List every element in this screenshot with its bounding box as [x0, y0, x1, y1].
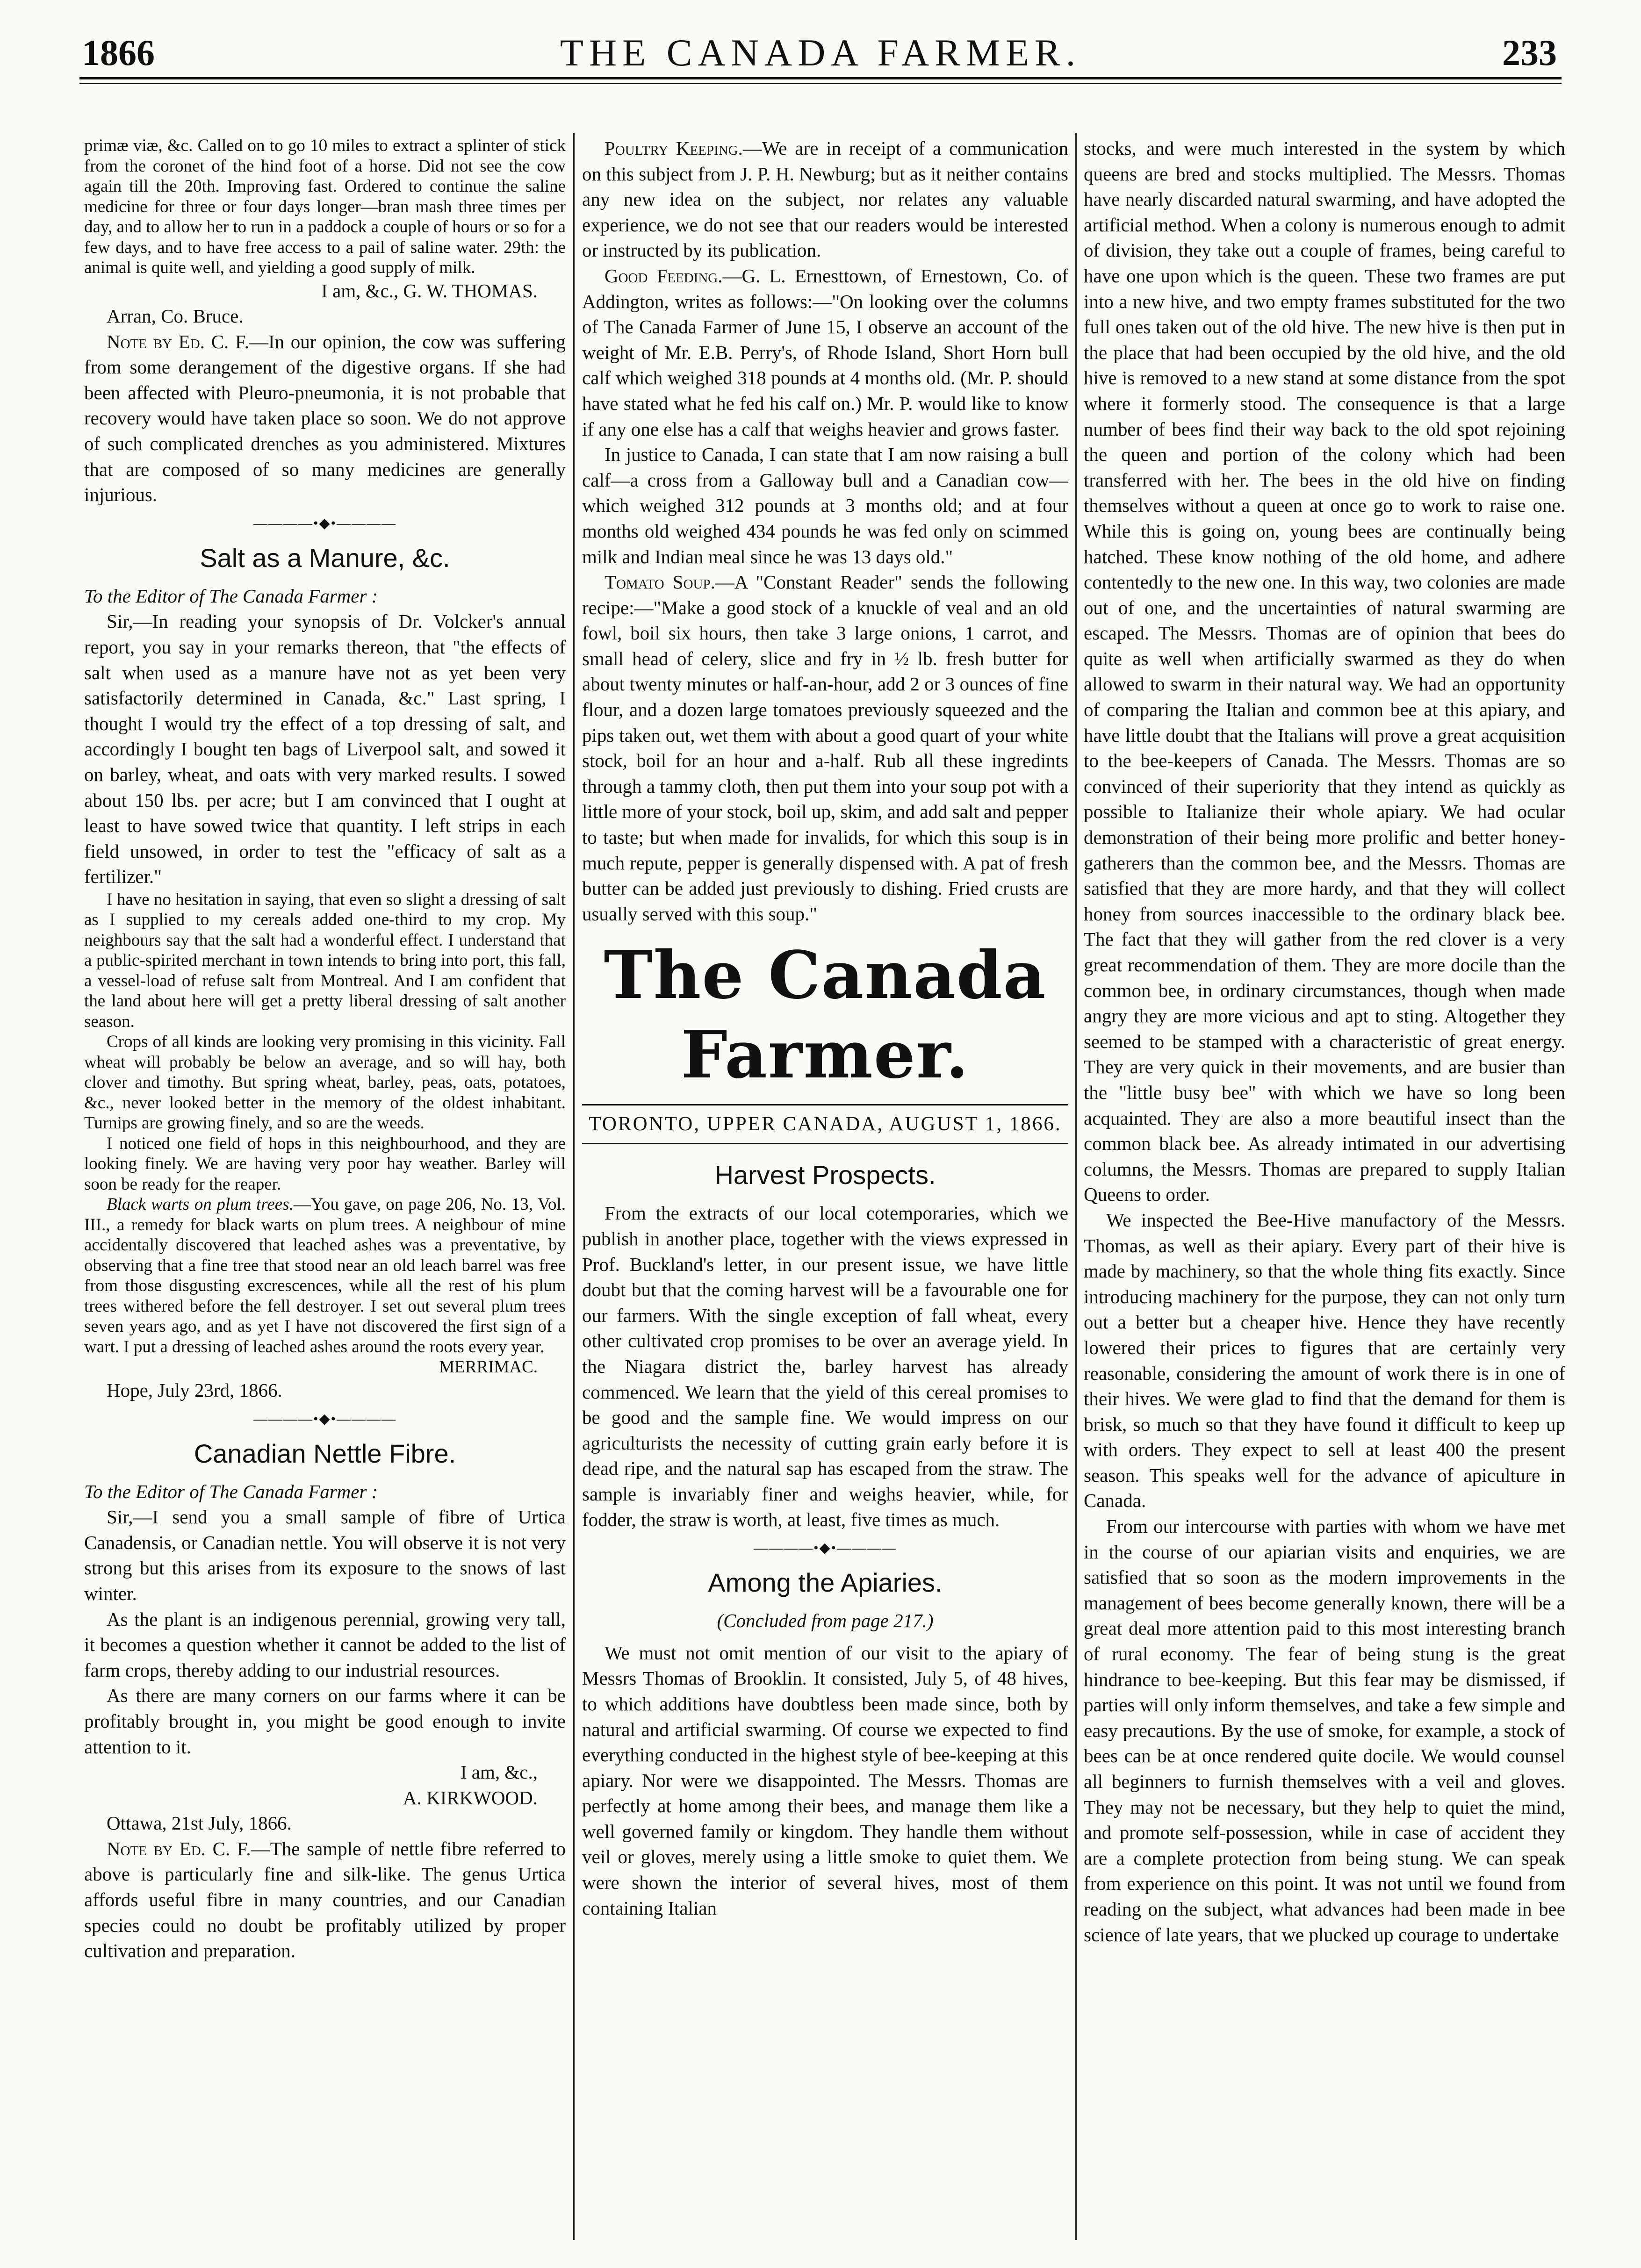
- soup-item: [582, 569, 1068, 926]
- editor-note-2-lead: Note by Ed. C. F.: [107, 1837, 251, 1859]
- editor-note-2: [84, 1836, 566, 1964]
- column-1: [84, 136, 566, 1964]
- feeding-paragraph-2: In justice to Canada, I can state that I am now raising a bull calf—a cross from a Galloway bull and a Canadian cow—which weighed 312 pounds at 3 months old; and at four months old weighed 434 pounds he was fed only on scimmed milk and Indian meal since he was 13 days old.": [582, 444, 1068, 567]
- editor-note-1-lead: Note by Ed. C. F.: [107, 330, 249, 352]
- column-2: [582, 136, 1068, 1921]
- intro-paragraph: primæ viæ, &c. Called on to go 10 miles to extract a splinter of stick from the coronet of the hind foot of a horse. Did not see the cow again till the 20th. Improving fast. Ordered to continue the saline medicine for three or four days longer—bran mash three times per day, and to allow her to run in a paddock a couple of hours or so for a few days, and to have free access to a pail of saline water. 29th: the animal is quite well, and yielding a good supply of milk.: [84, 136, 566, 277]
- salt-paragraph-3: Crops of all kinds are looking very promising in this vicinity. Fall wheat will probably be below an average, and so will hay, both clover and timothy. But spring wheat, barley, peas, oats, potatoes, &c., never looked better in the memory of the oldest inhabitant. Turnips are growing finely, and so are the weeds.: [84, 1032, 566, 1133]
- signature-kirkwood: A. KIRKWOOD.: [403, 1787, 538, 1809]
- harvest-paragraph: From the extracts of our local cotemporaries, which we publish in another place, together with the views expressed in Prof. Buckland's letter, in our present issue, we have little doubt but that the coming harvest will be a favourable one for our farmers. With the single exception of fall wheat, every other cultivated crop promises to be over an average yield. In the Niagara district the, barley harvest has already commenced. We learn that the yield of this cereal promises to be good and the sample fine. We would impress on our agriculturists the necessity of cutting grain early before it is dead ripe, and the natural sap has escaped from the straw. The sample is invariably finer and weighs heavier, while, for fodder, the straw is worth, at least, five times as much.: [582, 1202, 1068, 1530]
- apiaries-paragraph-4: From our intercourse with parties with whom we have met in the course of our apiarian visits and enquiries, we are satisfied that so soon as the modern improvements in the management of bees become generally known, there will be a great deal more attention paid to this most interesting branch of rural economy. The fear of being stung is the great hindrance to bee-keeping. But this fear may be dismissed, if parties will only inform themselves, and take a few simple and easy precautions. By the use of smoke, for example, a stock of bees can be at once rendered quite docile. We would counsel all beginners to furnish themselves with a veil and gloves. They may not be necessary, but they help to quiet the mind, and promote self-possession, while in case of accident they are a complete protection from being stung. We can speak from experience on this point. It was not until we found from reading on the subject, what advances had been made in bee science of late years, that we plucked up courage to undertake: [1084, 1515, 1565, 1945]
- soup-lead: Tomato Soup.: [605, 571, 715, 593]
- signature-thomas: I am, &c., G. W. THOMAS.: [321, 280, 538, 301]
- salt-paragraph-5-body: —You gave, on page 206, No. 13, Vol. III., a remedy for black warts on plum trees. A neighbour of mine accidentally discovered that leached ashes was a preventative, by observing that a fine tree that stood near an old leach barrel was free from those disgusting excrescences, while all the rest of his plum trees withered before the fell destroyer. I set out several plum trees seven years ago, and as yet I have not discovered the first sign of a wart. I put a dressing of leached ashes around the roots every year.: [84, 1195, 566, 1356]
- editor-note-2-body: —The sample of nettle fibre referred to above is particularly fine and silk-like. The genus Urtica affords useful fibre in many countries, and our Canadian species could no doubt be profitably utilized by proper cultivation and preparation.: [84, 1837, 566, 1962]
- soup-body: —A "Constant Reader" sends the following recipe:—"Make a good stock of a knuckle of veal and an old fowl, boil six hours, then take 3 large onions, 1 carrot, and small head of celery, slice and fry in ½ lb. fresh butter for about twenty minutes or half-an-hour, add 2 or 3 ounces of fine flour, and a dozen large tomatoes previously squeezed and the pips taken out, wet them with about a good quart of your white stock, boil for an hour and a-half. Rub all these ingredints through a tammy cloth, then put them into your soup pot with a little more of your stock, boil up, skim, and add salt and pepper to taste; but when made for invalids, for which this soup is in much repute, pepper is generally dispensed with. A pat of fresh butter can be added just previously to dishing. Fried crusts are usually served with this soup.": [582, 571, 1068, 925]
- feeding-item: [582, 263, 1068, 442]
- salt-paragraph-4: I noticed one field of hops in this neighbourhood, and they are looking finely. We are having very poor hay weather. Barley will soon be ready for the reaper.: [84, 1134, 566, 1194]
- salt-paragraph-5: [84, 1194, 566, 1357]
- apiaries-paragraph-2: stocks, and were much interested in the system by which queens are bred and stocks multiplied. The Messrs. Thomas have nearly discarded natural swarming, and have adopted the artificial method. When a colony is numerous enough to admit of division, they take out a couple of frames, being careful to have one upon which is the queen. These two frames are put into a new hive, and two empty frames substituted for the two full ones taken out of the old hive. The new hive is then put in the place that had been occupied by the old hive, and the old hive is removed to a new stand at some distance from the spot where it formerly stood. The consequence is that a large number of bees find their way back to the old spot rejoining the queen and portion of the colony which had been transferred with her. The bees in the old hive on finding themselves without a queen at once go to work to raise one. While this is going on, young bees are continually being hatched. These know nothing of the old home, and adhere contentedly to the new one. In this way, two colonies are made out of one, and the uncertainties of natural swarming are escaped. The Messrs. Thomas are of opinion that bees do quite as well when artificially swarmed as they do when allowed to swarm in their natural way. We had an opportunity of comparing the Italian and common bee at this apiary, and have little doubt that the Italians will prove a great acquisition to the bee-keepers of Canada. The Messrs. Thomas are so convinced of their superiority that they intend as quickly as possible to Italianize their whole apiary. We had ocular demonstration of their being more prolific and better honey-gatherers than the common bee, and the Messrs. Thomas are satisfied that they are more hardy, and that they will collect honey from sources inaccessible to the ordinary black bee. The fact that they will gather from the red clover is a very great recommendation of them. They are more docile than the common bee, in ordinary circumstances, though when made angry they are more vicious and apt to sting. Altogether they seemed to be stamped with a characteristic of great energy. They are very quick in their movements, and are busier than the "little busy bee" with which we have so long been acquainted. They are also a more beautiful insect than the common black bee. As already intimated in our advertising columns, the Messrs. Thomas are prepared to supply Italian Queens to order.: [1084, 137, 1565, 1206]
- column-divider-2: [1075, 133, 1077, 2240]
- place-arran: Arran, Co. Bruce.: [107, 305, 244, 327]
- nettle-paragraph-3: As there are many corners on our farms where it can be profitably brought in, you might be good enough to invite attention to it.: [84, 1685, 566, 1758]
- poultry-body: —We are in receipt of a communication on this subject from J. P. H. Newburg; but as it neither contains any new idea on the subject, nor relates any valuable experience, we do not see that our readers would be interested or instructed by its publication.: [582, 137, 1068, 261]
- salt-paragraph-5-lead: Black warts on plum trees.: [107, 1195, 294, 1214]
- apiaries-paragraph-1: We must not omit mention of our visit to the apiary of Messrs Thomas of Brooklin. It consisted, July 5, of 48 hives, to which additions have doubtless been made since, both by natural and artificial swarming. Of course we expected to find everything conducted in the highest style of bee-keeping at this apiary. Nor were we disappointed. The Messrs. Thomas are perfectly at home among their bees, and manage them like a well governed family or kingdom. They handle them without veil or gloves, merely using a little smoke to quiet them. We were shown the interior of several hives, most of them containing Italian: [582, 1642, 1068, 1919]
- apiaries-paragraph-3: We inspected the Bee-Hive manufactory of the Messrs. Thomas, as well as their apiary. Every part of their hive is made by machinery, so that the whole thing fits exactly. Since introducing machinery for the purpose, they can not only turn out a better but a cheaper hive. Hence they have recently lowered their prices to figures that are certainly very reasonable, considering the amount of work there is in one of their hives. We were glad to find that the demand for them is brisk, so much so that they have found it difficult to keep up with orders. They expect to sell at least 400 the present season. This speaks well for the advance of apiculture in Canada.: [1084, 1209, 1565, 1512]
- salt-addressee: To the Editor of The Canada Farmer :: [84, 585, 378, 607]
- masthead-title: THE CANADA FARMER.: [560, 31, 1081, 74]
- feeding-lead: Good Feeding.: [605, 265, 723, 287]
- column-3: [1084, 136, 1565, 1947]
- feeding-body: —G. L. Ernesttown, of Ernestown, Co. of Addington, writes as follows:—"On looking over the columns of The Canada Farmer of June 15, I observe an account of the weight of Mr. E.B. Perry's, of Rhode Island, Short Horn bull calf which weighed 318 pounds at 4 months old. (Mr. P. should have stated what he fed his calf on.) Mr. P. would like to know if any one else has a calf that weighs heavier and grows faster.: [582, 265, 1068, 440]
- salt-paragraph-1: Sir,—In reading your synopsis of Dr. Volcker's annual report, you say in your remarks thereon, that "the effects of salt when used as a manure have not as yet been very satisfactorily determined in Canada, &c." Last spring, I thought I would try the effect of a top dressing of salt, and accordingly I bought ten bags of Liverpool salt, and sowed it on barley, wheat, and oats with very marked results. I sowed about 150 lbs. per acre; but I am convinced that I ought at least to have sowed twice that quantity. I left strips in each field unsowed, in order to test the "efficacy of salt as a fertilizer.": [84, 610, 566, 888]
- section-ornament: ————•◆•————: [253, 1411, 397, 1427]
- heading-harvest-prospects: Harvest Prospects.: [714, 1160, 936, 1190]
- continued-reference: (Concluded from page 217.): [717, 1610, 934, 1632]
- poultry-lead: Poultry Keeping.: [605, 137, 743, 159]
- nettle-addressee: To the Editor of The Canada Farmer :: [84, 1480, 378, 1502]
- place-ottawa: Ottawa, 21st July, 1866.: [107, 1812, 292, 1834]
- section-ornament: ————•◆•————: [753, 1540, 897, 1556]
- editor-note-1: [84, 329, 566, 508]
- poultry-item: [582, 136, 1068, 263]
- nameplate: The Canada Farmer.: [604, 937, 1047, 1094]
- heading-among-the-apiaries: Among the Apiaries.: [708, 1568, 943, 1598]
- masthead-rule-top: [79, 77, 1562, 79]
- column-divider-1: [573, 133, 575, 2240]
- nettle-closing: I am, &c.,: [460, 1761, 538, 1783]
- heading-nettle-fibre: Canadian Nettle Fibre.: [194, 1438, 456, 1468]
- place-hope: Hope, July 23rd, 1866.: [107, 1379, 282, 1401]
- masthead-year: 1866: [82, 32, 155, 73]
- masthead-rule-bottom: [79, 83, 1562, 84]
- dateline: TORONTO, UPPER CANADA, AUGUST 1, 1866.: [582, 1104, 1068, 1144]
- salt-paragraph-2: I have no hesitation in saying, that even so slight a dressing of salt as I supplied to my cereals added one-third to my crop. My neighbours say that the salt had a wonderful effect. I understand that a public-spirited merchant in town intends to bring into port, this fall, a vessel-load of refuse salt from Montreal. And I am confident that the land about here will get a pretty liberal dressing of salt another season.: [84, 890, 566, 1031]
- nettle-paragraph-2: As the plant is an indigenous perennial, growing very tall, it becomes a question whether it cannot be added to the list of farm crops, thereby adding to our industrial resources.: [84, 1608, 566, 1681]
- signature-merrimac: MERRIMAC.: [439, 1357, 538, 1377]
- masthead-page-number: 233: [1502, 32, 1557, 73]
- nettle-paragraph-1: Sir,—I send you a small sample of fibre of Urtica Canadensis, or Canadian nettle. You will observe it is not very strong but this arises from its exposure to the snows of last winter.: [84, 1506, 566, 1604]
- heading-salt-manure: Salt as a Manure, &c.: [200, 543, 450, 573]
- section-ornament: ————•◆•————: [253, 515, 397, 531]
- editor-note-1-body: —In our opinion, the cow was suffering from some derangement of the digestive organs. If she had been affected with Pleuro-pneumonia, it is not probable that recovery would have taken place so soon. We do not approve of such complicated drenches as you administered. Mixtures that are composed of so many medicines are generally injurious.: [84, 330, 566, 506]
